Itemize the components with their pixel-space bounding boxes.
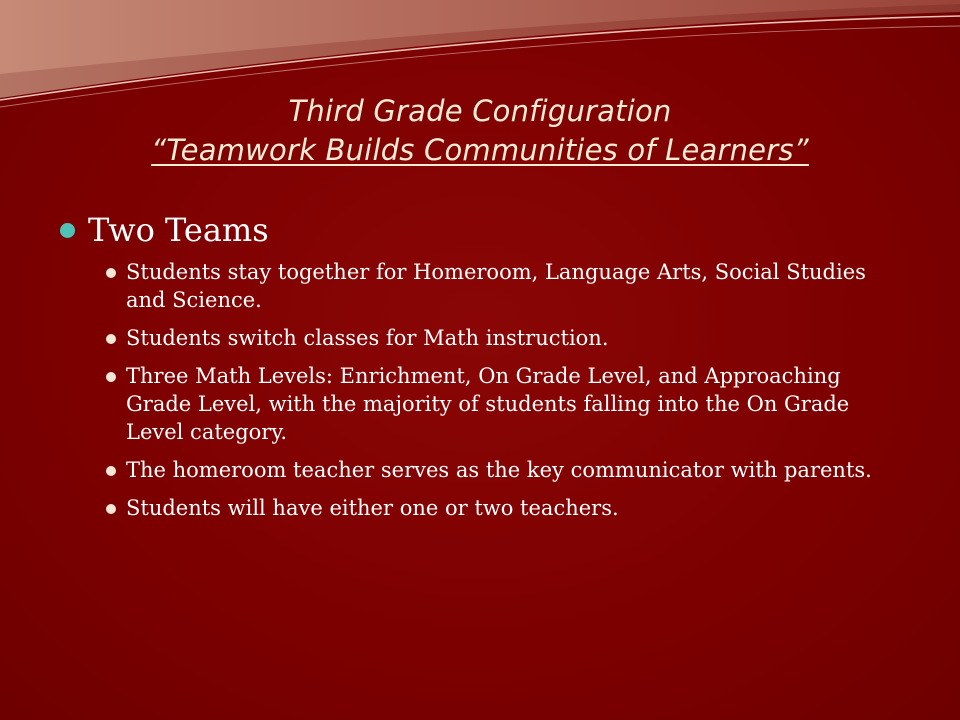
teal-bullet-icon: [60, 223, 75, 238]
sub-bullet: [106, 494, 906, 522]
main-bullet: [58, 208, 918, 252]
round-bullet-icon: [106, 504, 116, 514]
main-bullet-text: Two Teams: [88, 211, 269, 249]
round-bullet-icon: [106, 334, 116, 344]
sub-bullet-text: Students switch classes for Math instruction.: [126, 326, 609, 350]
sub-bullet-list: [106, 258, 918, 522]
title-line-1: Third Grade Configuration: [288, 94, 672, 128]
sub-bullet: [106, 362, 906, 446]
sub-bullet: [106, 258, 906, 314]
round-bullet-icon: [106, 372, 116, 382]
slide-content: [58, 208, 918, 532]
title-line-2: “Teamwork Builds Communities of Learners”: [151, 132, 809, 167]
sub-bullet: [106, 324, 906, 352]
sub-bullet: [106, 456, 906, 484]
slide-title: [0, 92, 960, 170]
round-bullet-icon: [106, 268, 116, 278]
sub-bullet-text: Students stay together for Homeroom, Language Arts, Social Studies and Science.: [126, 260, 866, 312]
round-bullet-icon: [106, 466, 116, 476]
sub-bullet-text: The homeroom teacher serves as the key communicator with parents.: [126, 458, 872, 482]
sub-bullet-text: Students will have either one or two teachers.: [126, 496, 619, 520]
sub-bullet-text: Three Math Levels: Enrichment, On Grade Level, and Approaching Grade Level, with the majority of students falling into the On Grade Level category.: [126, 364, 850, 444]
